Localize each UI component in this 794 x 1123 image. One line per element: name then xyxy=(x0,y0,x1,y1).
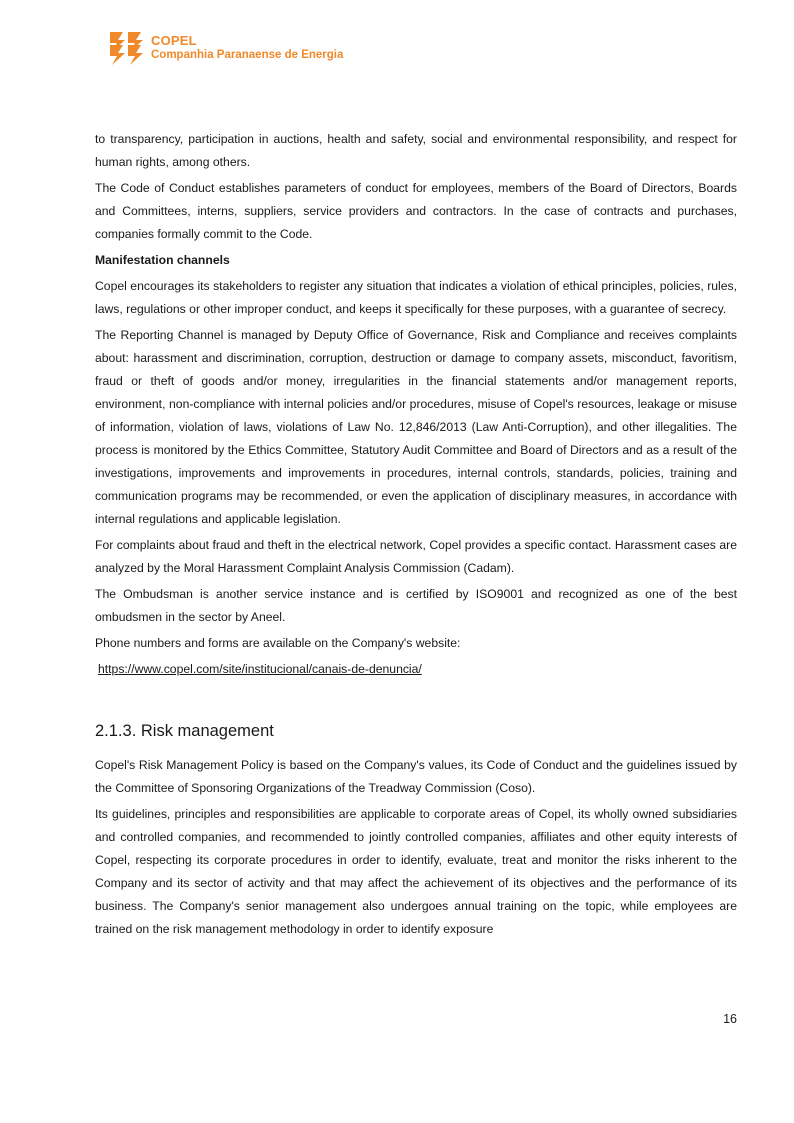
paragraph-risk-guidelines: Its guidelines, principles and responsibilities are applicable to corporate areas of Copel, its wholly owned subsidiaries and controlled companies, and recommended to jointly controlled companies, affiliates and other equity interests of Copel, respecting its corporate procedures in order to identify, evaluate, treat and monitor the risks inherent to the Company and its sector of activity and that may affect the achievement of its objectives and the performance of its business. The Company's senior management also undergoes annual training on the topic, while employees are trained on the risk management methodology in order to identify exposure xyxy=(95,807,737,936)
paragraph-risk-policy: Copel's Risk Management Policy is based on the Company's values, its Code of Conduct and the guidelines issued by the Committee of Sponsoring Organizations of the Treadway Commission (Coso). xyxy=(95,758,737,795)
paragraph-stakeholders: Copel encourages its stakeholders to register any situation that indicates a violation of ethical principles, policies, rules, laws, regulations or other improper conduct, and keeps it specifically for these purposes, with a guarantee of secrecy. xyxy=(95,279,737,316)
document-body xyxy=(95,128,737,944)
paragraph-website: Phone numbers and forms are available on the Company's website: xyxy=(95,636,461,650)
paragraph-transparency: to transparency, participation in auctions, health and safety, social and environmental responsibility, and respect for human rights, among others. xyxy=(95,132,737,169)
page-header xyxy=(108,30,343,66)
link-line xyxy=(98,658,737,681)
paragraph-ombudsman: The Ombudsman is another service instance and is certified by ISO9001 and recognized as one of the best ombudsmen in the sector by Aneel. xyxy=(95,587,737,624)
company-name-block xyxy=(151,33,343,62)
reporting-channel-link[interactable]: https://www.copel.com/site/institucional/canais-de-denuncia/ xyxy=(98,662,422,676)
company-short-name: COPEL xyxy=(151,33,197,49)
copel-logo-icon xyxy=(108,30,144,66)
paragraph-fraud-theft: For complaints about fraud and theft in the electrical network, Copel provides a specific contact. Harassment cases are analyzed by the Moral Harassment Complaint Analysis Commission (Cadam). xyxy=(95,538,737,575)
paragraph-code-of-conduct: The Code of Conduct establishes parameters of conduct for employees, members of the Board of Directors, Boards and Committees, interns, suppliers, service providers and contractors. In the case of contracts and purchases, companies formally commit to the Code. xyxy=(95,181,737,241)
paragraph-reporting-channel: The Reporting Channel is managed by Deputy Office of Governance, Risk and Compliance and receives complaints about: harassment and discrimination, corruption, destruction or damage to company assets, misconduct, favoritism, fraud or theft of goods and/or money, irregularities in the financial statements and/or management reports, environment, non-compliance with internal policies and/or procedures, misuse of Copel's resources, leakage or misuse of information, violation of laws, violations of Law No. 12,846/2013 (Law Anti-Corruption), and other illegalities. The process is monitored by the Ethics Committee, Statutory Audit Committee and Board of Directors and as a result of the investigations, improvements and improvements in procedures, internal controls, standards, policies, training and communication programs may be recommended, or even the application of disciplinary measures, in accordance with internal regulations and applicable legislation. xyxy=(95,328,737,526)
section-title-risk-management: 2.1.3. Risk management xyxy=(95,722,274,740)
page-number: 16 xyxy=(723,1012,737,1026)
heading-manifestation-channels: Manifestation channels xyxy=(95,253,230,267)
company-full-name: Companhia Paranaense de Energia xyxy=(151,48,344,61)
